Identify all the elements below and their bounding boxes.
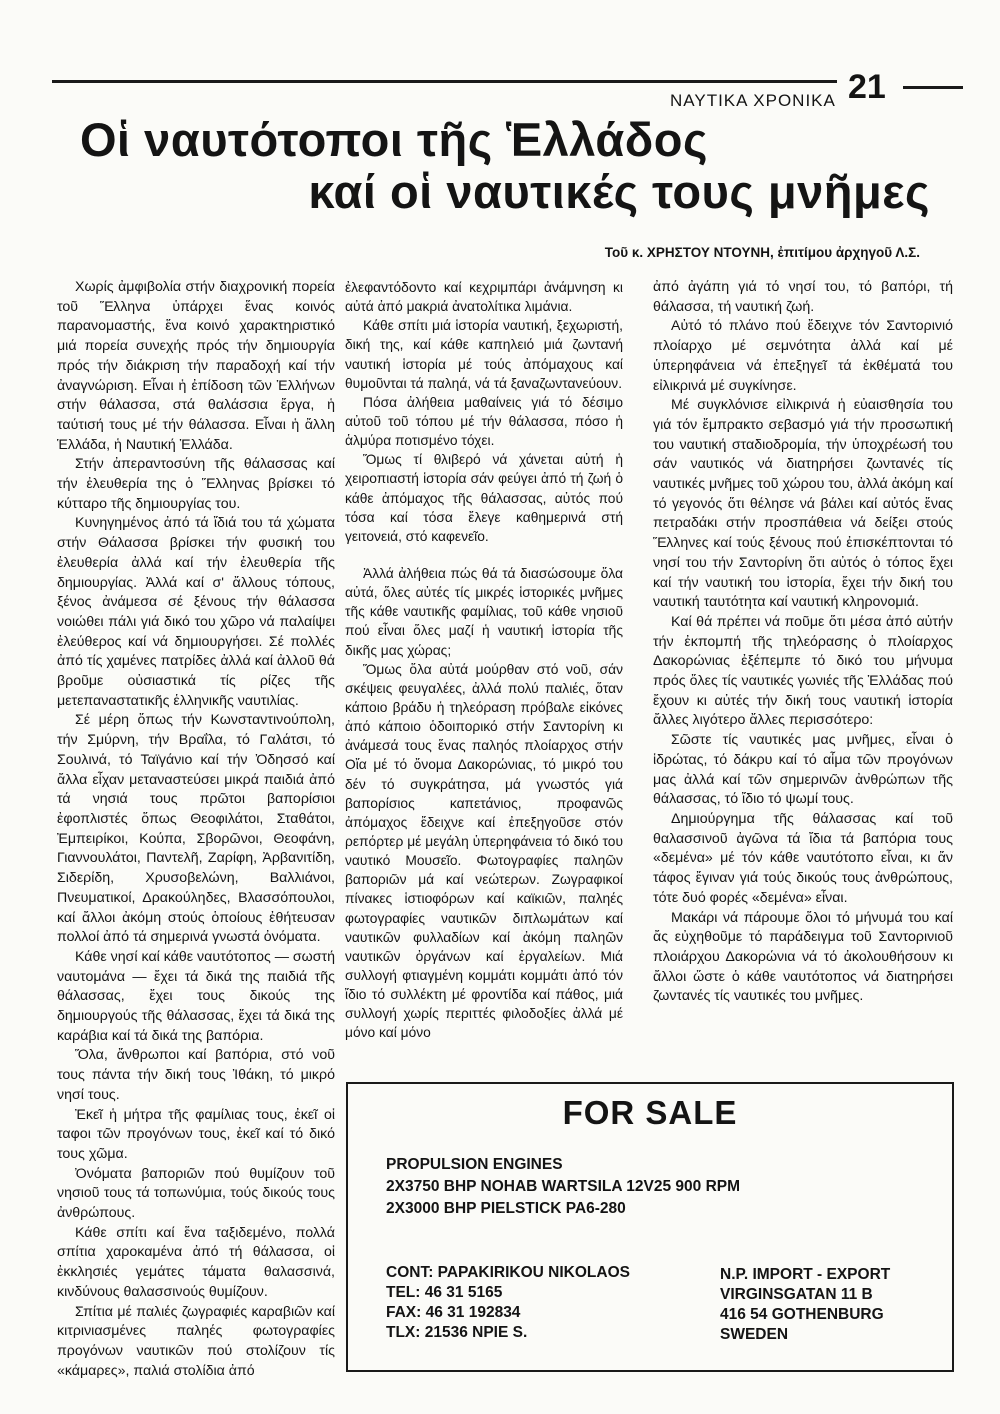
ad-engine-line-1: 2X3750 BHP NOHAB WARTSILA 12V25 900 RPM bbox=[386, 1178, 741, 1195]
ad-country: SWEDEN bbox=[720, 1326, 789, 1343]
header-rule-left bbox=[52, 80, 837, 83]
article-column-3 bbox=[653, 278, 953, 1007]
paragraph: Χωρίς ἀμφιβολία στήν διαχρονική πορεία τοῦ Ἕλληνα ὑπάρχει ἕνας κοινός παρανομαστής, ἕνα κοινό χαρακτηριστικό μιά πορεία συνεχής πρός τήν δημιουργία πρός τήν διάκριση τήν παραδοχή καί τήν ἀναγνώριση. Εἶναι ἡ ἐπίδοση τῶν Ἑλλήνων στήν θάλασσα, στά θαλάσσια ἔργα, ἡ ταύτισή τους μέ τήν θάλασσα. Εἶναι ἡ ἄλλη Ἑλλάδα, ἡ Ναυτική Ἑλλάδα. bbox=[57, 279, 335, 453]
article-column-2 bbox=[345, 278, 623, 1042]
page-number: 21 bbox=[848, 68, 886, 106]
paragraph: Ὀνόματα βαποριῶν πού θυμίζουν τοῦ νησιοῦ τους τά τοπωνύμια, τούς δικούς τους ἀνθρώπους. bbox=[57, 1165, 335, 1222]
paragraph: Δημιούργημα τῆς θάλασσας καί τοῦ θαλασσινοῦ ἀγῶνα τά ἴδια τά βαπόρια τους «δεμένα» μέ τόν κάθε ναυτότοπο εἶναι, κι ἄν τάφος ἔγιναν γιά τούς δικούς τους ἀνθρώπους, τότε δυό φορές «δεμένα» εἶναι. bbox=[653, 810, 953, 906]
paragraph: ἀπό ἀγάπη γιά τό νησί του, τό βαπόρι, τή θάλασσα, τή ναυτική ζωή. bbox=[653, 279, 953, 315]
for-sale-advertisement bbox=[346, 1082, 954, 1372]
ad-street-address: VIRGINSGATAN 11 B bbox=[720, 1286, 873, 1303]
paragraph: Σέ μέρη ὅπως τήν Κωνσταντινούπολη, τήν Σμύρνη, τήν Βραΐλα, τό Γαλάτσι, τό Σουλινά, τό Ταϊγάνιο καί τήν Ὀδησσό καί ἄλλα εἶχαν μεταναστεύσει μικρά παιδιά ἀπό τά νησιά τους πρῶτοι βαπορίσιοι ἐφοπλιστές ὅπως Θεοφιλάτοι, Σταθάτοι, Ἐμπειρίκοι, Κούπα, Σβορῶνοι, Θεοφάνη, Γιαννουλάτοι, Παντελῆ, Ζαρίφη, Ἀρβανιτίδη, Σιδερίδη, Χρυσοβελώνη, Βαλλιάνοι, Πνευματικοί, Δρακούληδες, Βλασσόπουλοι, καί ἄλλοι ἀκόμη στούς ὁποίους ἐθήτευσαν πολλοί ἀπό τά σημερινά γνωστά ὀνόματα. bbox=[57, 712, 335, 946]
ad-company-name: N.P. IMPORT - EXPORT bbox=[720, 1266, 891, 1283]
ad-contact-name: CONT: PAPAKIRIKOU NIKOLAOS bbox=[386, 1264, 630, 1281]
paragraph: Κάθε νησί καί κάθε ναυτότοπος — σωστή ναυτομάνα — ἔχει τά δικά της παιδιά τῆς θάλασσας, ἔχει τους δικούς της δημιουργούς τῆς θάλασσας, ἔχει τά δικά της καράβια καί τά δικά της βαπόρια. bbox=[57, 948, 335, 1044]
ad-telex: TLX: 21536 NPIE S. bbox=[386, 1324, 528, 1341]
magazine-name: ΝΑΥΤΙΚΑ ΧΡΟΝΙΚΑ bbox=[670, 91, 836, 110]
paragraph: Καί θά πρέπει νά ποῦμε ὅτι μέσα ἀπό αὐτήν τήν ἐκπομπή τῆς τηλεόρασης ὁ πλοίαρχος Δακορώνιας ἐξέπεμπε τό δικό του μήνυμα πρός ὅλες τίς ναυτικές γωνιές τῆς Ἑλλάδας πού ἔχουν κι αὐτές τήν δική τους ναυτική ἱστορία ἄλλες λιγότερο ἄλλες περισσότερο: bbox=[653, 613, 953, 729]
paragraph: Ὅμως ὅλα αὐτά μούρθαν στό νοῦ, σάν σκέψεις φευγαλέες, ἀλλά πολύ παλιές, ὅταν κάποιο βράδυ ἡ τηλεόραση πρόβαλε εἰκόνες ἀπό κάποιο ὁδοιπορικό στήν Σαντορίνη κι ἀνάμεσά τους ἕνας παληός πλοίαρχος στήν Οἴα μέ τό ὄνομα Δακορώνιας, τό μικρό του δέν τό συγκράτησα, μά γνωστός γιά βαπορίσιος καπετάνιος, προφανῶς ἀπόμαχος ἔδειχνε καί ἐπεξηγοῦσε στόν ρεπόρτερ μέ μεγάλη ὑπερηφάνεια τό δικό του ναυτικό Μουσεῖο. Φωτογραφίες παληῶν βαποριῶν μά καί νεώτερων. Ζωγραφικοί πίνακες ἱστιοφόρων καί καϊκιῶν, παληές φωτογραφίες ναυτικῶν διπλωμάτων καί ναυτικῶν φυλλαδίων καί ἀκόμη παληῶν ναυτικῶν ὀργάνων καί ἐργαλείων. Μιά συλλογή φτιαγμένη κομμάτι κομμάτι ἀπό τόν ἴδιο τό συλλέκτη μέ φροντίδα καί πάθος, μιά συλλογή χωρίς περιττές φιλοδοξίες ἀλλά μέ μόνο καί μόνο bbox=[345, 661, 623, 1041]
paragraph: Μέ συγκλόνισε εἰλικρινά ἡ εὐαισθησία του γιά τόν ἔμπρακτο σεβασμό γιά τήν προσωπική του ναυτική σταδιοδρομία, τήν ὑποχρέωσή του σάν ναυτικός νά διατηρήσει ζωντανές τίς ναυτικές μνῆμες τοῦ χώρου του, ἀλλά ἀκόμη καί τό γεγονός ὅτι θέλησε νά βάλει καί αὐτός ἕνας πετραδάκι στήν προσπάθεια νά δείξει στούς Ἕλληνες καί τούς ξένους πού ἐπισκέπτονται τό νησί του τήν Σαντορίνη ὅτι αὐτός ὁ τόπος ἔχει καί τήν ναυτική του ἱστορία, ἔχει τήν δική του ναυτική ταυτότητα καί ναυτική κληρονομιά. bbox=[653, 397, 953, 611]
ad-city: 416 54 GOTHENBURG bbox=[720, 1306, 884, 1323]
paragraph: Ὅλα, ἄνθρωποι καί βαπόρια, στό νοῦ τους πάντα τήν δική τους Ἰθάκη, τό μικρό νησί τους. bbox=[57, 1047, 335, 1103]
paragraph: Σῶστε τίς ναυτικές μας μνῆμες, εἶναι ὁ ἱδρώτας, τό δάκρυ καί τό αἷμα τῶν προγόνων μας ἀλλά καί τῶν σημερινῶν ἀνθρώπων τῆς θάλασσας, τό ἴδιο τό ψωμί τους. bbox=[653, 732, 953, 808]
paragraph: Στήν ἀπεραντοσύνη τῆς θάλασσας καί τήν ἐλευθερία της ὁ Ἕλληνας βρίσκει τό κύτταρο τῆς δημιουργίας του. bbox=[57, 456, 335, 512]
article-title-line2: καί οἱ ναυτικές τους μνῆμες bbox=[308, 165, 930, 218]
article-title-line1: Οἱ ναυτότοποι τῆς Ἑλλάδος bbox=[80, 113, 708, 166]
paragraph: Ἐκεῖ ἡ μήτρα τῆς φαμίλιας τους, ἐκεῖ οἱ ταφοι τῶν προγόνων τους, ἐκεῖ καί τό δικό τους χῶμα. bbox=[57, 1106, 335, 1162]
ad-engine-line-2: 2X3000 BHP PIELSTICK PA6-280 bbox=[386, 1200, 626, 1217]
paragraph: Κάθε σπίτι καί ἕνα ταξιδεμένο, πολλά σπίτια χαροκαμένα ἀπό τή θάλασσα, οἱ ἐκκλησιές γεμάτες τάματα θαλασσινά, κινδύνους θαλασσινούς θυμίζουν. bbox=[57, 1224, 335, 1300]
paragraph: ἐλεφαντόδοντο καί κεχριμπάρι ἀνάμνηση κι αὐτά ἀπό μακριά ἀνατολίτικα λιμάνια. bbox=[345, 280, 623, 315]
article-column-1 bbox=[57, 278, 335, 1381]
ad-title: FOR SALE bbox=[562, 1094, 738, 1131]
ad-fax: FAX: 46 31 192834 bbox=[386, 1304, 521, 1321]
paragraph: Κυνηγημένος ἀπό τά ἴδιά του τά χώματα στήν Θάλασσα βρίσκει τήν φυσική του ἐλευθερία ἀλλά καί τήν ἐλευθερία τῆς δημιουργίας. Ἀλλά καί σ' ἄλλους τόπους, ξένος ἀνάμεσα σέ ξένους τήν θάλασσα νοιώθει πάλι γιά δικό του χῶρο νά παλαίψει ἐλεύθερος καί νά δημιουργήσει. Σέ πολλές ἀπό τίς χαμένες πατρίδες ἀλλά καί ἀλλοῦ θά βροῦμε οὐσιαστικά τίς ρίζες τῆς μετεπαναστατικῆς ἑλληνικῆς ναυτιλίας. bbox=[57, 515, 335, 709]
header-rule-right bbox=[903, 86, 963, 89]
paragraph: Πόσα ἀλήθεια μαθαίνεις γιά τό δέσιμο αὐτοῦ τοῦ τόπου μέ τήν θάλασσα, πόσο ἡ ἁλμύρα ποτισμένο τόχει. bbox=[345, 394, 623, 449]
paragraph: Μακάρι νά πάρουμε ὅλοι τό μήνυμά του καί ἄς εὐχηθοῦμε τό παράδειγμα τοῦ Σαντορινιοῦ πλοιάρχου Δακορώνια νά τό ἀκολουθήσουν κι ἄλλοι ὥστε ὁ κάθε ναυτότοπος νά διατηρήσει ζωντανές τίς ναυτικές του μνῆμες. bbox=[653, 909, 953, 1005]
paragraph: Σπίτια μέ παλιές ζωγραφιές καραβιῶν καί κιτρινιασμένες παληές φωτογραφίες προγόνων ναυτικῶν πού στολίζουν τίς «κάμαρες», παλιά στολίδια ἀπό bbox=[57, 1303, 335, 1379]
paragraph: Ἀλλά ἀλήθεια πώς θά τά διασώσουμε ὅλα αὐτά, ὅλες αὐτές τίς μικρές ἱστορικές μνῆμες τῆς κάθε ναυτικῆς φαμίλιας, τοῦ κάθε νησιοῦ πού εἶναι ὅλες μαζί ἡ ναυτική ἱστορία τῆς δικῆς μας χώρας; bbox=[345, 565, 623, 658]
paragraph: Ὅμως τί θλιβερό νά χάνεται αὐτή ἡ χειροπιαστή ἱστορία σάν φεύγει ἀπό τή ζωή ὁ κάθε ἀπόμαχος τῆς θάλασσας, αὐτός πού τόσα καί τόσα ἔλεγε καθημερινά στή γειτονειά, στό καφενεῖο. bbox=[345, 452, 623, 544]
byline: Τοῦ κ. ΧΡΗΣΤΟΥ ΝΤΟΥΝΗ, ἐπιτίμου ἀρχηγοῦ Λ.Σ. bbox=[604, 245, 920, 260]
ad-telephone: TEL: 46 31 5165 bbox=[386, 1284, 503, 1301]
paragraph: Αὐτό τό πλάνο πού ἔδειχνε τόν Σαντορινιό πλοίαρχο μέ σεμνότητα ἀλλά καί μέ ὑπερηφάνεια νά ἐπεξηγεῖ τά ἐκθέματά του εἰλικρινά μέ συγκίνησε. bbox=[653, 318, 953, 394]
paragraph: Κάθε σπίτι μιά ἱστορία ναυτική, ξεχωριστή, δική της, καί κάθε καπηλειό μιά ζωντανή ναυτική ἱστορία μέ τούς ἀπόμαχους καί θυμοῦνται τά παληά, νά τά ξαναζωντανεύουν. bbox=[345, 318, 623, 391]
ad-propulsion-heading: PROPULSION ENGINES bbox=[386, 1156, 563, 1173]
